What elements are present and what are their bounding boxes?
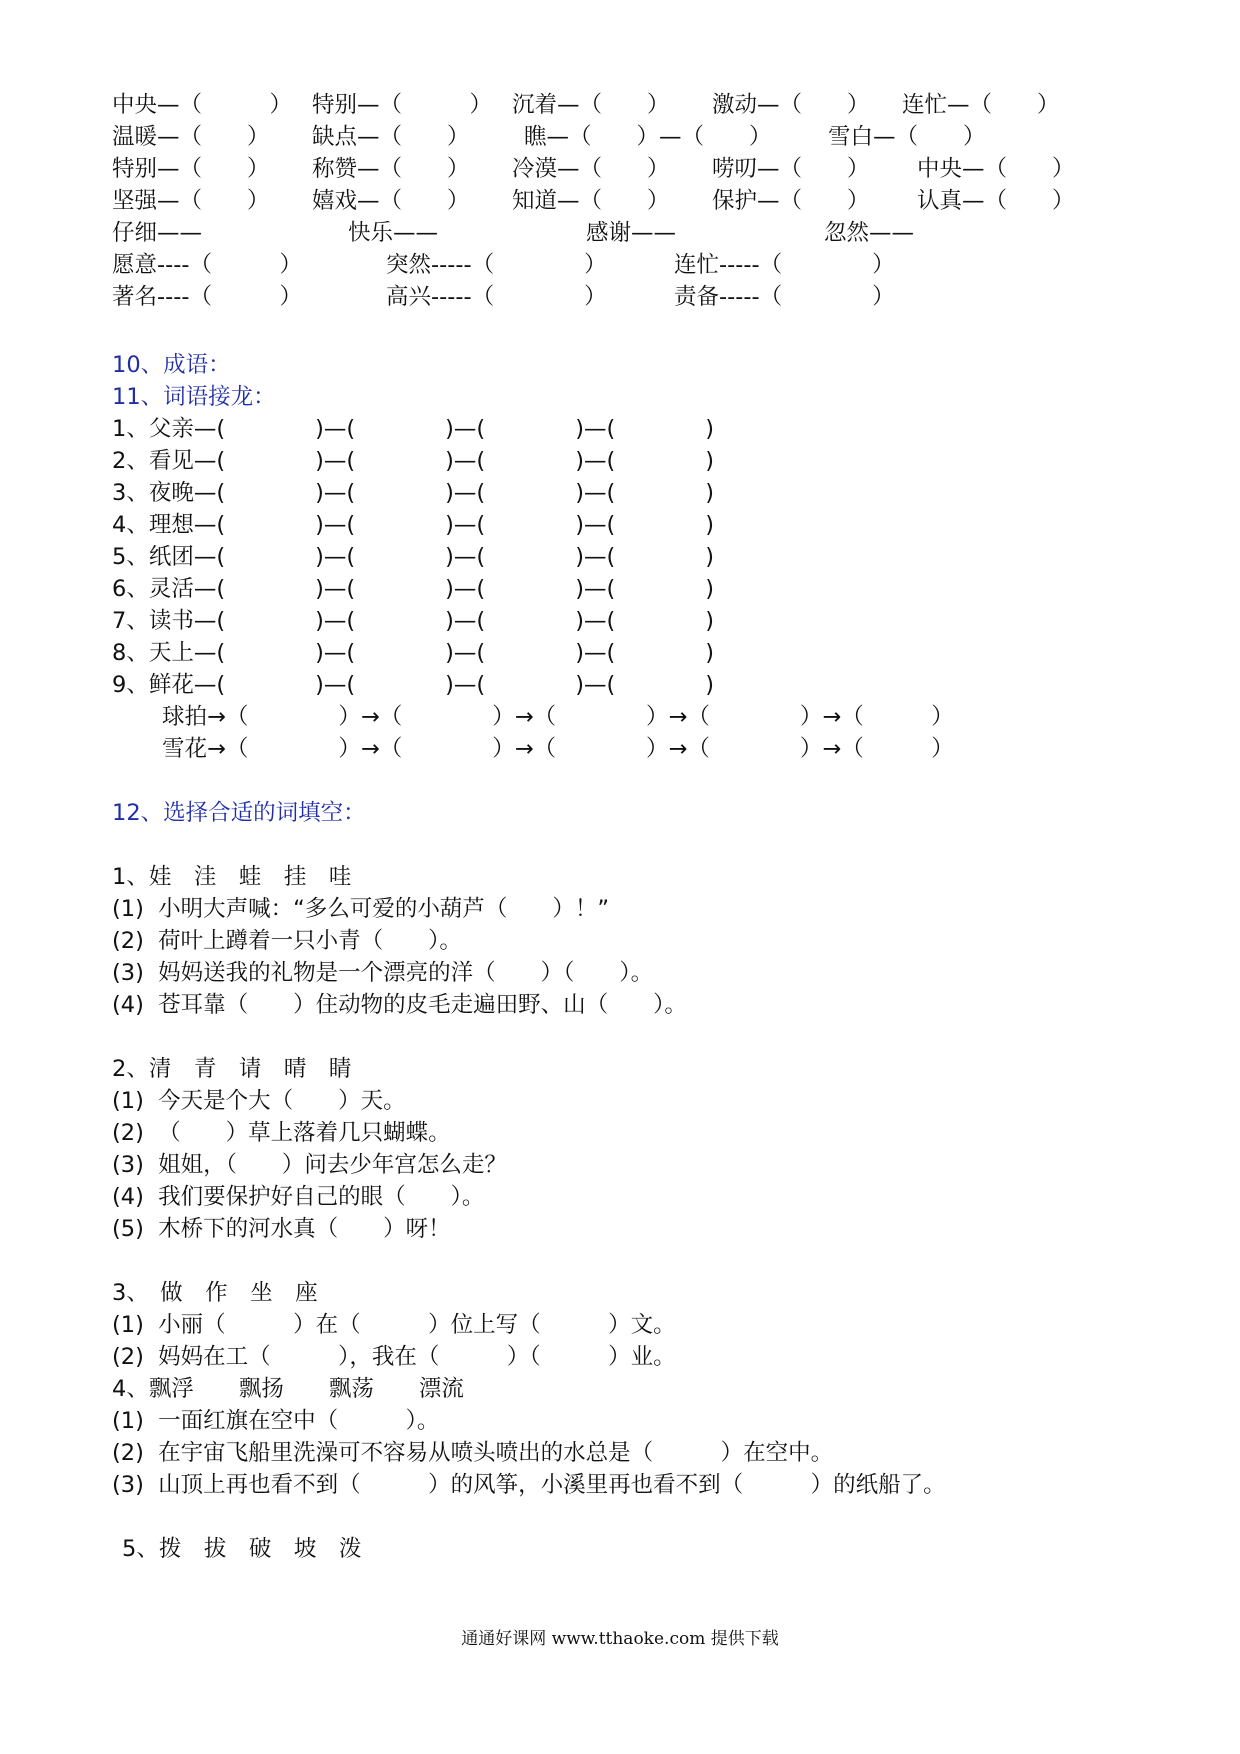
word-chain-item: 4、理想—( )—( )—( )—( ) (112, 512, 715, 538)
word-chain-item: 2、看见—( )—( )—( )—( ) (112, 448, 715, 474)
section-10-title: 10、成语： (112, 352, 231, 378)
antonym-item: 愿意----（ ） (112, 252, 302, 278)
word-chain-item: 8、天上—( )—( )—( )—( ) (112, 640, 715, 666)
antonym-row (112, 90, 1060, 120)
exercise-line: (5) 木桥下的河水真（ ）呀！ (112, 1216, 451, 1242)
antonym-item: 中央—（ ） (917, 156, 1075, 182)
word-chain-item: 9、鲜花—( )—( )—( )—( ) (112, 672, 715, 698)
word-chain-item: 1、父亲—( )—( )—( )—( ) (112, 416, 715, 442)
antonym-item: 唠叨—（ ） (712, 156, 870, 182)
group-header: 2、清 青 请 晴 睛 (112, 1056, 352, 1082)
antonym-item: 称赞—（ ） (312, 156, 470, 182)
group-header: 3、 做 作 坐 座 (112, 1280, 318, 1306)
group-header: 5、拨 拔 破 坡 泼 (122, 1536, 362, 1562)
exercise-line: (2) （ ）草上落着几只蝴蝶。 (112, 1120, 451, 1146)
antonym-item: 缺点—（ ） (312, 124, 470, 150)
antonym-row (112, 282, 895, 312)
antonym-item: 知道—（ ） (512, 188, 670, 214)
group-header: 1、娃 洼 蛙 挂 哇 (112, 864, 352, 890)
antonym-item: 雪白—（ ） (828, 124, 986, 150)
antonym-item: 高兴-----（ ） (386, 284, 607, 310)
antonym-item: 认真—（ ） (917, 188, 1075, 214)
antonym-item: 特别—（ ） (312, 92, 493, 118)
antonym-row (112, 154, 1075, 184)
antonym-item: 特别—（ ） (112, 156, 270, 182)
word-chain-item: 7、读书—( )—( )—( )—( ) (112, 608, 715, 634)
arrow-chain: 球拍→（ ）→（ ）→（ ）→（ ）→（ ） (162, 704, 954, 730)
antonym-row (112, 250, 895, 280)
antonym-item: 快乐—— (348, 220, 439, 246)
exercise-line: (2) 荷叶上蹲着一只小青（ ）。 (112, 928, 462, 954)
antonym-row (112, 186, 1075, 216)
antonym-item: 冷漠—（ ） (512, 156, 670, 182)
exercise-line: (2) 妈妈在工（ ），我在（ ）（ ）业。 (112, 1344, 676, 1370)
word-chain-item: 6、灵活—( )—( )—( )—( ) (112, 576, 715, 602)
exercise-line: (1) 小明大声喊：“多么可爱的小葫芦（ ）！” (112, 896, 609, 922)
antonym-row (112, 122, 986, 152)
antonym-row (112, 218, 915, 248)
exercise-line: (2) 在宇宙飞船里洗澡可不容易从喷头喷出的水总是（ ）在空中。 (112, 1440, 834, 1466)
antonym-item: 仔细—— (112, 220, 203, 246)
antonym-item: 著名----（ ） (112, 284, 302, 310)
antonym-item: 忽然—— (824, 220, 915, 246)
antonym-item: 连忙-----（ ） (674, 252, 895, 278)
section-12-title: 12、选择合适的词填空： (112, 800, 366, 826)
antonym-item: 责备-----（ ） (674, 284, 895, 310)
word-chain-item: 3、夜晚—( )—( )—( )—( ) (112, 480, 715, 506)
antonym-item: 连忙—（ ） (902, 92, 1060, 118)
antonym-item: 沉着—（ ） (512, 92, 670, 118)
antonym-item: 坚强—（ ） (112, 188, 270, 214)
antonym-item: 中央—（ ） (112, 92, 293, 118)
word-chain-item: 5、纸团—( )—( )—( )—( ) (112, 544, 715, 570)
exercise-line: (3) 妈妈送我的礼物是一个漂亮的洋（ ）（ ）。 (112, 960, 654, 986)
exercise-line: (4) 我们要保护好自己的眼（ ）。 (112, 1184, 485, 1210)
group-header: 4、飘浮 飘扬 飘荡 漂流 (112, 1376, 464, 1402)
antonym-item: 嬉戏—（ ） (312, 188, 470, 214)
exercise-line: (3) 姐姐，（ ）问去少年宫怎么走？ (112, 1152, 507, 1178)
antonym-item: 保护—（ ） (712, 188, 870, 214)
exercise-line: (1) 今天是个大（ ）天。 (112, 1088, 406, 1114)
footer-credit: 通通好课网 www.tthaoke.com 提供下载 (461, 1629, 779, 1649)
section-11-title: 11、词语接龙： (112, 384, 276, 410)
antonym-item: 激动—（ ） (712, 92, 870, 118)
exercise-line: (3) 山顶上再也看不到（ ）的风筝，小溪里再也看不到（ ）的纸船了。 (112, 1472, 946, 1498)
exercise-line: (1) 一面红旗在空中（ ）。 (112, 1408, 440, 1434)
antonym-item: 温暖—（ ） (112, 124, 270, 150)
antonym-item: 瞧—（ ）—（ ） (524, 124, 772, 150)
antonym-item: 感谢—— (586, 220, 677, 246)
exercise-line: (4) 苍耳靠（ ）住动物的皮毛走遍田野、山（ ）。 (112, 992, 687, 1018)
arrow-chain: 雪花→（ ）→（ ）→（ ）→（ ）→（ ） (162, 736, 954, 762)
exercise-line: (1) 小丽（ ）在（ ）位上写（ ）文。 (112, 1312, 676, 1338)
antonym-item: 突然-----（ ） (386, 252, 607, 278)
